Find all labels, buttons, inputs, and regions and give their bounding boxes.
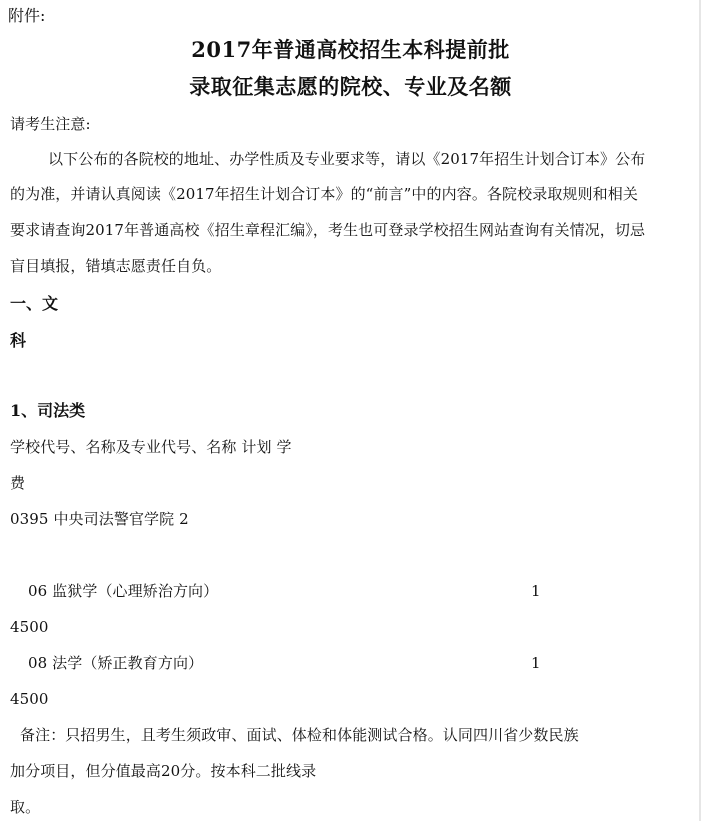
major-1-plan: 1 [531,582,541,600]
major-2-fee: 4500 [10,690,49,708]
table-header-continued: 费 [10,474,26,492]
major-1-name: 06 监狱学（心理矫治方向） [28,582,219,600]
notice-line-3: 要求请查询2017年普通高校《招生章程汇编》，考生也可登录学校招生网站查询有关情况，切忌 [10,221,646,239]
notice-line-4: 盲目填报，错填志愿责任自负。 [10,257,222,275]
page-title-line-2: 录取征集志愿的院校、专业及名额 [189,74,512,99]
notice-line-1: 以下公布的各院校的地址、办学性质及专业要求等，请以《2017年招生计划合订本》公布 [48,150,646,168]
section-label-continued: 科 [10,331,27,350]
section-label: 一、文 [10,294,59,313]
major-1-fee: 4500 [10,618,49,636]
attachment-label: 附件: [8,6,46,25]
remark-line-3: 取。 [10,798,41,816]
major-2-name: 08 法学（矫正教育方向） [28,654,204,672]
major-2-plan: 1 [531,654,541,672]
table-header: 学校代号、名称及专业代号、名称 计划 学 [10,438,292,456]
school-row: 0395 中央司法警官学院 2 [10,510,189,528]
notice-label: 请考生注意: [10,115,91,133]
category-label: 1、司法类 [10,401,86,420]
remark-line-2: 加分项目，但分值最高20分。按本科二批线录 [10,762,317,780]
remark-line-1: 备注：只招男生，且考生须政审、面试、体检和体能测试合格。认同四川省少数民族 [20,726,579,744]
page-title-line-1: 2017年普通高校招生本科提前批 [191,37,510,62]
notice-line-2: 的为准，并请认真阅读《2017年招生计划合订本》的“前言”中的内容。各院校录取规则和相关 [10,185,638,203]
